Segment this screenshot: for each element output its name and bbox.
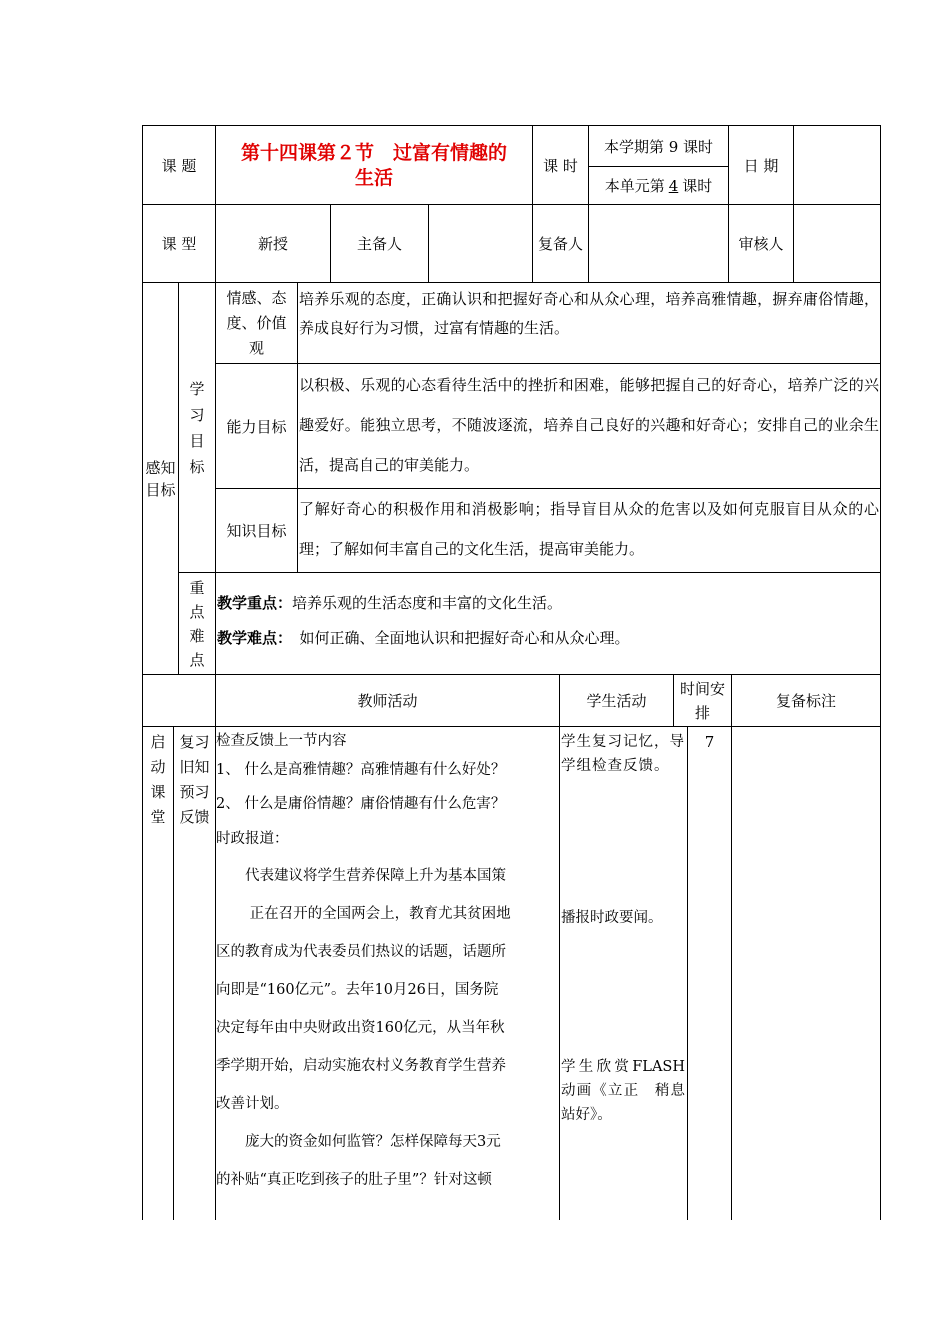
student-activity-header: 学生活动 <box>586 692 647 710</box>
knowledge-label: 知识目标 <box>226 522 287 540</box>
unit-period-prefix: 本单元第 <box>604 177 665 195</box>
teacher-line: 决定每年由中央财政出资160亿元，从当年秋 <box>216 1020 505 1036</box>
teacher-line: 向即是“160亿元”。去年10月26日，国务院 <box>216 982 499 998</box>
reviewer-label: 审核人 <box>738 235 784 253</box>
ability-text: 以积极、乐观的心态看待生活中的挫折和困难，能够把握自己的好奇心，培养广泛的兴趣爱好。能独立思考，不随波逐流，培养自己良好的兴趣和好奇心；安排自己的业余生活，提高自己的审美能力。 <box>299 376 879 474</box>
semester-period: 本学期第 9 课时 <box>603 137 714 156</box>
type-value: 新授 <box>257 235 288 253</box>
difficulty-line <box>217 627 877 648</box>
focus-text: 培养乐观的生活态度和丰富的文化生活。 <box>292 594 563 612</box>
teacher-line: 区的教育成为代表委员们热议的话题，话题所 <box>216 944 506 960</box>
emotion-label: 情感、态度、价值观 <box>226 288 287 357</box>
unit-period <box>589 167 728 204</box>
emotion-text: 培养乐观的态度，正确认识和把握好奇心和从众心理，培养高雅情趣，摒弃庸俗情趣，养成良好行为习惯，过富有情趣的生活。 <box>299 290 879 337</box>
stage-label: 启动课堂 <box>150 733 166 826</box>
learning-objectives-label: 学习目标 <box>189 379 205 476</box>
teacher-line: 季学期开始，启动实施农村义务教育学生营养 <box>216 1058 506 1074</box>
teacher-activity-header: 教师活动 <box>357 692 418 710</box>
student-activity-review: 学生复习记忆，导学组检查反馈。 <box>561 734 685 774</box>
teacher-line: 代表建议将学生营养保障上升为基本国策 <box>216 868 506 884</box>
co-preparer-label: 复备人 <box>537 235 583 253</box>
time-value: 7 <box>704 733 715 751</box>
teacher-line: 1、 什么是高雅情趣？高雅情趣有什么好处？ <box>216 762 506 778</box>
student-activity-flash: 学生欣赏FLASH动画《立正 稍息 站好》。 <box>561 1059 685 1123</box>
teacher-line: 检查反馈上一节内容 <box>216 733 347 749</box>
lead-preparer-label: 主备人 <box>356 235 402 253</box>
focus-line <box>217 592 877 613</box>
teacher-activity-content <box>216 730 559 1199</box>
remarks-header: 复备标注 <box>775 692 836 710</box>
difficulty-label: 教学难点： <box>217 629 285 647</box>
knowledge-text: 了解好奇心的积极作用和消极影响；指导盲目从众的危害以及如何克服盲目从众的心理；了解如何丰富自己的文化生活，提高审美能力。 <box>299 500 879 558</box>
date-label: 日 期 <box>743 156 779 175</box>
unit-period-suffix: 课时 <box>682 177 713 195</box>
topic-label: 课 题 <box>161 156 197 175</box>
teacher-line: 的补贴“真正吃到孩子的肚子里”？针对这顿 <box>216 1172 492 1188</box>
teacher-line: 正在召开的全国两会上，教育尤其贫困地 <box>216 906 511 922</box>
unit-period-number: 4 <box>668 176 679 195</box>
stage-sub-label: 复习旧知预习反馈 <box>179 733 210 826</box>
teacher-line: 改善计划。 <box>216 1096 289 1112</box>
focus-label: 教学重点： <box>217 594 293 612</box>
ability-label: 能力目标 <box>226 417 287 436</box>
student-activity-news: 播报时政要闻。 <box>561 910 663 926</box>
type-label: 课 型 <box>161 235 197 253</box>
objectives-outer-label: 感知目标 <box>145 458 176 499</box>
topic-title-line2: 生活 <box>354 167 393 189</box>
teacher-line: 2、 什么是庸俗情趣？庸俗情趣有什么危害？ <box>216 796 506 812</box>
time-header: 时间安排 <box>679 679 725 722</box>
difficulty-text: 如何正确、全面地认识和把握好奇心和从众心理。 <box>284 629 630 647</box>
keypoints-label: 重点难点 <box>189 578 205 669</box>
topic-title-line1: 第十四课第２节 过富有情趣的 <box>240 142 507 164</box>
period-label: 课 时 <box>543 156 578 175</box>
teacher-line: 庞大的资金如何监管？怎样保障每天3元 <box>216 1134 501 1150</box>
teacher-line: 时政报道： <box>216 831 289 847</box>
